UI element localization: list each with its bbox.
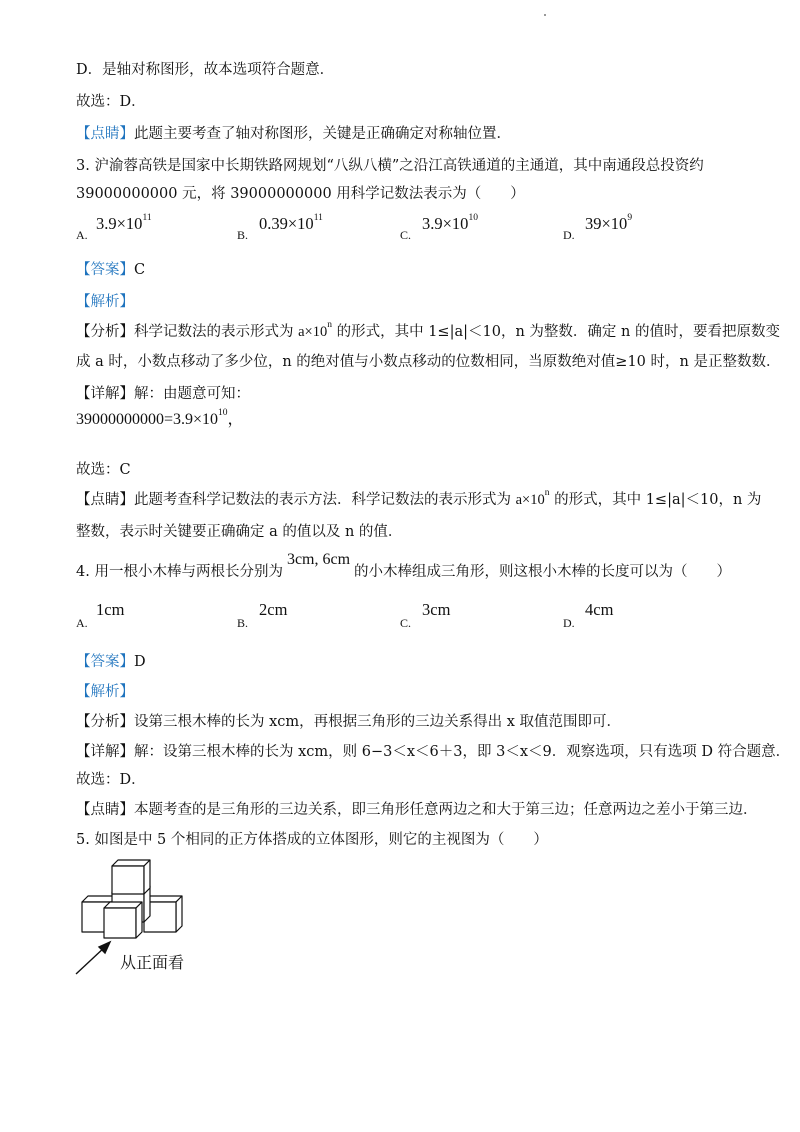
q3-comment-line1: 【点睛】此题考查科学记数法的表示方法．科学记数法的表示形式为 $a\times 10^n$ 的形式，其中 1≤|a|＜10，n 为 <box>76 488 762 508</box>
comment-label: 【点睛】 <box>76 802 134 818</box>
option-letter: D. <box>563 228 575 242</box>
option-letter: D. <box>563 616 575 630</box>
option-letter: C. <box>400 616 412 630</box>
q5-stem: 5. 如图是中 5 个相同的正方体搭成的立体图形，则它的主视图为（ ） <box>76 832 548 848</box>
figure-caption: 从正面看 <box>120 953 185 972</box>
option-letter: C. <box>400 228 412 242</box>
q4-fenxi: 【分析】设第三根木棒的长为 xcm，再根据三角形的三边关系得出 x 取值范围即可． <box>76 714 622 730</box>
q3-fenxi-line2: 成 a 时，小数点移动了多少位，n 的绝对值与小数点移动的位数相同，当原数绝对值≥10 时，n 是正整数数． <box>76 354 781 370</box>
detail-label: 【详解】 <box>76 386 134 402</box>
option-value: 2cm <box>259 600 288 619</box>
q3-comment-line2: 整数，表示时关键要正确确定 a 的值以及 n 的值． <box>76 524 403 540</box>
cube-stack-figure <box>72 856 212 980</box>
option-letter: A. <box>76 228 88 242</box>
answer-value: D <box>134 654 146 670</box>
q4-detail: 【详解】解：设第三根木棒的长为 xcm，则 6−3＜x＜6＋3，即 3＜x＜9．观察选项，只有选项 D 符合题意． <box>76 744 791 760</box>
q4-analysis-label: 【解析】 <box>76 684 134 700</box>
answer-value: C <box>134 262 146 278</box>
option-value: 3cm <box>422 600 451 619</box>
option-expression: $39\times 10^9$ <box>585 213 633 233</box>
fenxi-label: 【分析】 <box>76 324 134 340</box>
comment-label: 【点睛】 <box>76 492 134 508</box>
cube-face <box>112 866 144 894</box>
cube-face <box>136 902 142 938</box>
option-value: 1cm <box>96 600 125 619</box>
option-letter: B. <box>237 616 249 630</box>
option-value: 4cm <box>585 600 614 619</box>
comment-text: 此题主要考查了轴对称图形，关键是正确确定对称轴位置． <box>134 126 511 142</box>
q3-stem-line1: 3. 沪渝蓉高铁是国家中长期铁路网规划“八纵八横”之沿江高铁通道的主通道，其中南通段总投资约 <box>76 158 704 174</box>
q4-stem: 4. 用一根小木棒与两根长分别为3cm, 6cm的小木棒组成三角形，则这根小木棒的长度可以为（ ） <box>76 551 732 580</box>
q3-select: 故选：C <box>76 462 131 478</box>
select-line: 故选：D． <box>76 94 146 110</box>
q4-answer <box>76 652 146 672</box>
cube-face <box>144 860 150 894</box>
cube-face <box>104 908 136 938</box>
fenxi-label: 【分析】 <box>76 714 134 730</box>
answer-label: 【答案】 <box>76 262 134 278</box>
detail-label: 【详解】 <box>76 744 134 760</box>
q4-lengths: 3cm, 6cm <box>286 551 351 568</box>
option-expression: $0.39\times 10^{11}$ <box>259 213 323 233</box>
option-letter: A. <box>76 616 88 630</box>
q3-fenxi-line1: 【分析】科学记数法的表示形式为 $a\times 10^n$ 的形式，其中 1≤|a|＜10，n 为整数．确定 n 的值时，要看把原数变 <box>76 320 780 340</box>
option-expression: $3.9\times 10^{11}$ <box>96 213 152 233</box>
q3-stem-line2: 39000000000 元，将 39000000000 用科学记数法表示为（ ） <box>76 186 525 202</box>
q3-detail: 【详解】解：由题意可知： <box>76 386 250 402</box>
option-letter: B. <box>237 228 249 242</box>
q4-select: 故选：D． <box>76 772 146 788</box>
q3-analysis-label: 【解析】 <box>76 294 134 310</box>
page-corner-mark <box>544 14 546 16</box>
option-d-conclusion: D．是轴对称图形，故本选项符合题意． <box>76 62 335 78</box>
cube-face <box>176 896 182 932</box>
q4-comment: 【点睛】本题考查的是三角形的三边关系，即三角形任意两边之和大于第三边；任意两边之差小于第三边． <box>76 802 758 818</box>
answer-label: 【答案】 <box>76 654 134 670</box>
comment-label: 【点睛】 <box>76 126 134 142</box>
option-expression: $3.9\times 10^{10}$ <box>422 213 478 233</box>
q3-answer <box>76 260 145 280</box>
comment-line <box>76 124 511 144</box>
q3-equation: $39000000000=3.9\times 10^{10}$， <box>76 408 244 428</box>
